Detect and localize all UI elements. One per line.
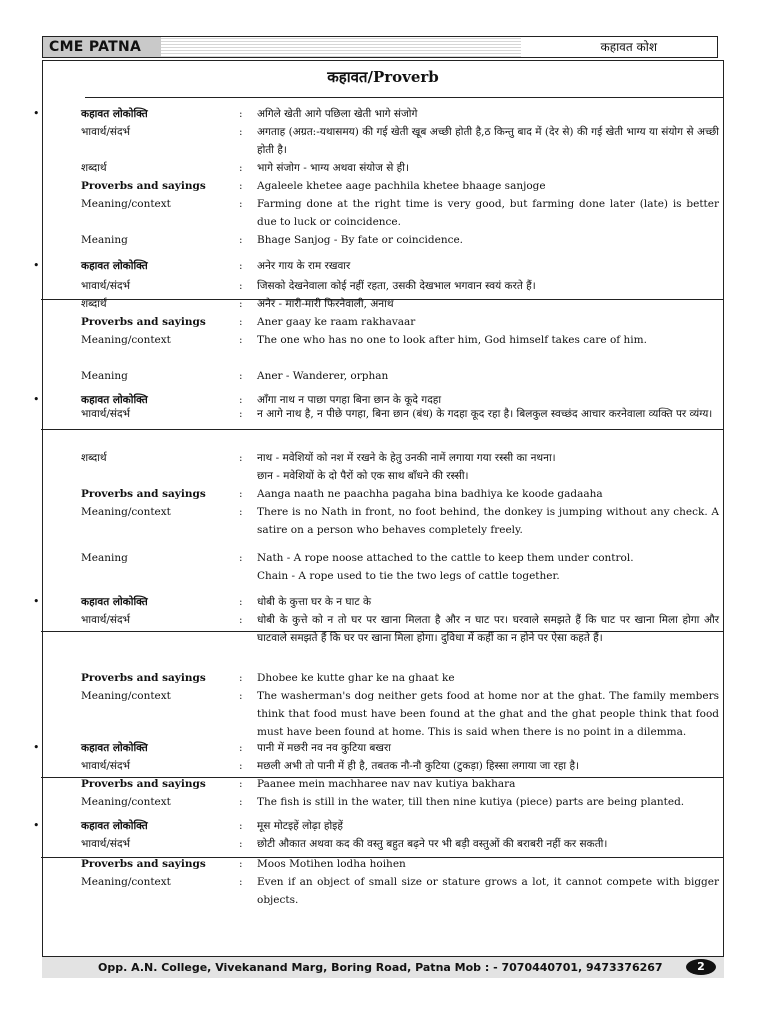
- row-value: धोबी के कुत्ता घर के न घाट के: [257, 596, 372, 608]
- bullet-icon: •: [33, 819, 40, 832]
- label-colon: :: [239, 552, 243, 564]
- row-label: Proverbs and sayings: [81, 180, 206, 192]
- row-value: मछली अभी तो पानी में ही है, तबतक नौ-नौ कुटिया (टुकड़ा) हिस्सा लगाया जा रहा है।: [257, 760, 580, 772]
- row-value: Paanee mein machharee nav nav kutiya bakhara: [257, 778, 516, 790]
- row-label: Meaning/context: [81, 506, 171, 518]
- row-value: Chain - A rope used to tie the two legs of cattle together.: [257, 570, 560, 582]
- row-value: जिसको देखनेवाला कोई नहीं रहता, उसकी देखभाल भगवान स्वयं करते हैं।: [257, 280, 536, 292]
- row-label: शब्दार्थ: [81, 162, 107, 174]
- row-value: पानी में मछरी नव नव कुटिया बखरा: [257, 742, 392, 754]
- row-value: मूस मोटइहें लोढ़ा होइहें: [257, 820, 343, 832]
- page-title: कहावत/Proverb: [327, 68, 439, 86]
- label-colon: :: [239, 796, 243, 808]
- row-label: भावार्थ/संदर्भ: [81, 280, 130, 292]
- row-label: भावार्थ/संदर्भ: [81, 838, 130, 850]
- row-label: Meaning/context: [81, 198, 171, 210]
- content-frame: [33, 60, 724, 978]
- label-colon: :: [239, 234, 243, 246]
- label-colon: :: [239, 778, 243, 790]
- label-colon: :: [239, 108, 243, 120]
- row-value: Nath - A rope noose attached to the cattle to keep them under control.: [257, 552, 634, 564]
- header-stripe-decoration: [161, 37, 521, 57]
- brand-name: CME PATNA: [43, 37, 161, 57]
- row-value: Even if an object of small size or stature grows a lot, it cannot compete with bigger objects.: [257, 876, 719, 906]
- label-colon: :: [239, 760, 243, 772]
- row-label: Meaning/context: [81, 690, 171, 702]
- label-colon: :: [239, 298, 243, 310]
- bullet-icon: •: [33, 107, 40, 120]
- row-value: अनेर - मारी-मारी फिरनेवाली, अनाथ: [257, 298, 394, 310]
- header-section-title: कहावत कोश: [600, 40, 657, 54]
- label-colon: :: [239, 614, 243, 626]
- row-label: भावार्थ/संदर्भ: [81, 760, 130, 772]
- bullet-icon: •: [33, 259, 40, 272]
- row-value: भागे संजोग - भाग्य अथवा संयोज से ही।: [257, 162, 409, 174]
- label-colon: :: [239, 408, 243, 420]
- row-value: Bhage Sanjog - By fate or coincidence.: [257, 234, 464, 246]
- label-colon: :: [239, 334, 243, 346]
- label-colon: :: [239, 820, 243, 832]
- row-value: Agaleele khetee aage pachhila khetee bhaage sanjoge: [257, 180, 546, 192]
- entry-divider: [41, 429, 723, 430]
- label-colon: :: [239, 280, 243, 292]
- row-label: Meaning: [81, 370, 128, 382]
- row-value: The fish is still in the water, till then nine kutiya (piece) parts are being planted.: [257, 796, 685, 808]
- page-number-badge: 2: [686, 959, 716, 975]
- row-value: अगताह (अग्रत:-यथासमय) की गई खेती खूब अच्छी होती है,ठ किन्तु बाद में (देर से) की गई खेती भाग्य या संयोग से अच्छी होती है।: [257, 126, 719, 156]
- title-divider: [85, 97, 723, 98]
- label-colon: :: [239, 394, 243, 406]
- row-label: Proverbs and sayings: [81, 488, 206, 500]
- row-label: कहावत लोकोक्ति: [81, 260, 148, 272]
- row-label: Proverbs and sayings: [81, 858, 206, 870]
- row-label: Proverbs and sayings: [81, 672, 206, 684]
- row-label: भावार्थ/संदर्भ: [81, 408, 130, 420]
- bullet-icon: •: [33, 595, 40, 608]
- row-value: Farming done at the right time is very good, but farming done later (late) is better due to luck or coincidence.: [257, 198, 719, 228]
- row-value: अगिले खेती आगे पछिला खेती भागे संजोगे: [257, 108, 418, 120]
- row-label: Proverbs and sayings: [81, 316, 206, 328]
- row-label: शब्दार्थ: [81, 452, 107, 464]
- label-colon: :: [239, 858, 243, 870]
- row-label: शब्दार्थ: [81, 298, 107, 310]
- footer-address: Opp. A.N. College, Vivekanand Marg, Boring Road, Patna Mob : - 7070440701, 9473376267: [98, 961, 663, 974]
- label-colon: :: [239, 198, 243, 210]
- row-label: Meaning/context: [81, 876, 171, 888]
- label-colon: :: [239, 838, 243, 850]
- row-label: कहावत लोकोक्ति: [81, 108, 148, 120]
- row-label: कहावत लोकोक्ति: [81, 820, 148, 832]
- row-label: Meaning/context: [81, 796, 171, 808]
- row-label: Meaning/context: [81, 334, 171, 346]
- label-colon: :: [239, 488, 243, 500]
- row-label: भावार्थ/संदर्भ: [81, 126, 130, 138]
- row-value: Moos Motihen lodha hoihen: [257, 858, 406, 870]
- label-colon: :: [239, 506, 243, 518]
- label-colon: :: [239, 316, 243, 328]
- row-label: कहावत लोकोक्ति: [81, 596, 148, 608]
- row-label: कहावत लोकोक्ति: [81, 394, 148, 406]
- row-value: आँगा नाथ न पाछा पगहा बिना छान के कूदे गदहा: [257, 394, 442, 406]
- label-colon: :: [239, 672, 243, 684]
- row-value: न आगे नाथ है, न पीछे पगहा, बिना छान (बंध) के गदहा कूद रहा है। बिलकुल स्वच्छंद आचार करनेवाला व्यक्ति पर व्यंग्य।: [257, 408, 713, 420]
- row-value: The one who has no one to look after him, God himself takes care of him.: [257, 334, 647, 346]
- label-colon: :: [239, 126, 243, 138]
- row-value: Aanga naath ne paachha pagaha bina badhiya ke koode gadaaha: [257, 488, 603, 500]
- page-header: [42, 36, 718, 58]
- label-colon: :: [239, 742, 243, 754]
- page-footer: [42, 956, 724, 978]
- label-colon: :: [239, 162, 243, 174]
- row-value: Dhobee ke kutte ghar ke na ghaat ke: [257, 672, 455, 684]
- row-value: नाथ - मवेशियों को नश में रखने के हेतु उनकी नामें लगाया गया रस्सी का नथना।: [257, 452, 556, 464]
- row-label: कहावत लोकोक्ति: [81, 742, 148, 754]
- label-colon: :: [239, 690, 243, 702]
- row-value: अनेर गाय के राम रखवार: [257, 260, 351, 272]
- label-colon: :: [239, 452, 243, 464]
- row-value: There is no Nath in front, no foot behind, the donkey is jumping without any check. A satire on a person who behaves completely freely.: [257, 506, 719, 536]
- row-value: धोबी के कुत्ते को न तो घर पर खाना मिलता है और न घाट पर। घरवाले समझते हैं कि घाट पर खाना मिला होगा और घाटवाले समझते हैं कि घर पर खाना मिला होगा। दुविधा में कहीं का न होने पर ऐसा कहते हैं।: [257, 614, 719, 644]
- row-label: Meaning: [81, 552, 128, 564]
- row-label: Proverbs and sayings: [81, 778, 206, 790]
- row-value: Aner gaay ke raam rakhavaar: [257, 316, 416, 328]
- row-label: Meaning: [81, 234, 128, 246]
- row-value: The washerman's dog neither gets food at home nor at the ghat. The family members think that food must have been found at the ghat and the ghat people think that food must have been found at home. This is said when there is no point in a dilemma.: [257, 690, 719, 738]
- label-colon: :: [239, 876, 243, 888]
- bullet-icon: •: [33, 741, 40, 754]
- row-value: Aner - Wanderer, orphan: [257, 370, 389, 382]
- label-colon: :: [239, 260, 243, 272]
- label-colon: :: [239, 370, 243, 382]
- bullet-icon: •: [33, 393, 40, 406]
- row-value: छान - मवेशियों के दो पैरों को एक साथ बाँधने की रस्सी।: [257, 470, 469, 482]
- label-colon: :: [239, 596, 243, 608]
- row-label: भावार्थ/संदर्भ: [81, 614, 130, 626]
- row-value: छोटी औकात अथवा कद की वस्तु बहुत बढ़ने पर भी बड़ी वस्तुओं की बराबरी नहीं कर सकती।: [257, 838, 608, 850]
- label-colon: :: [239, 180, 243, 192]
